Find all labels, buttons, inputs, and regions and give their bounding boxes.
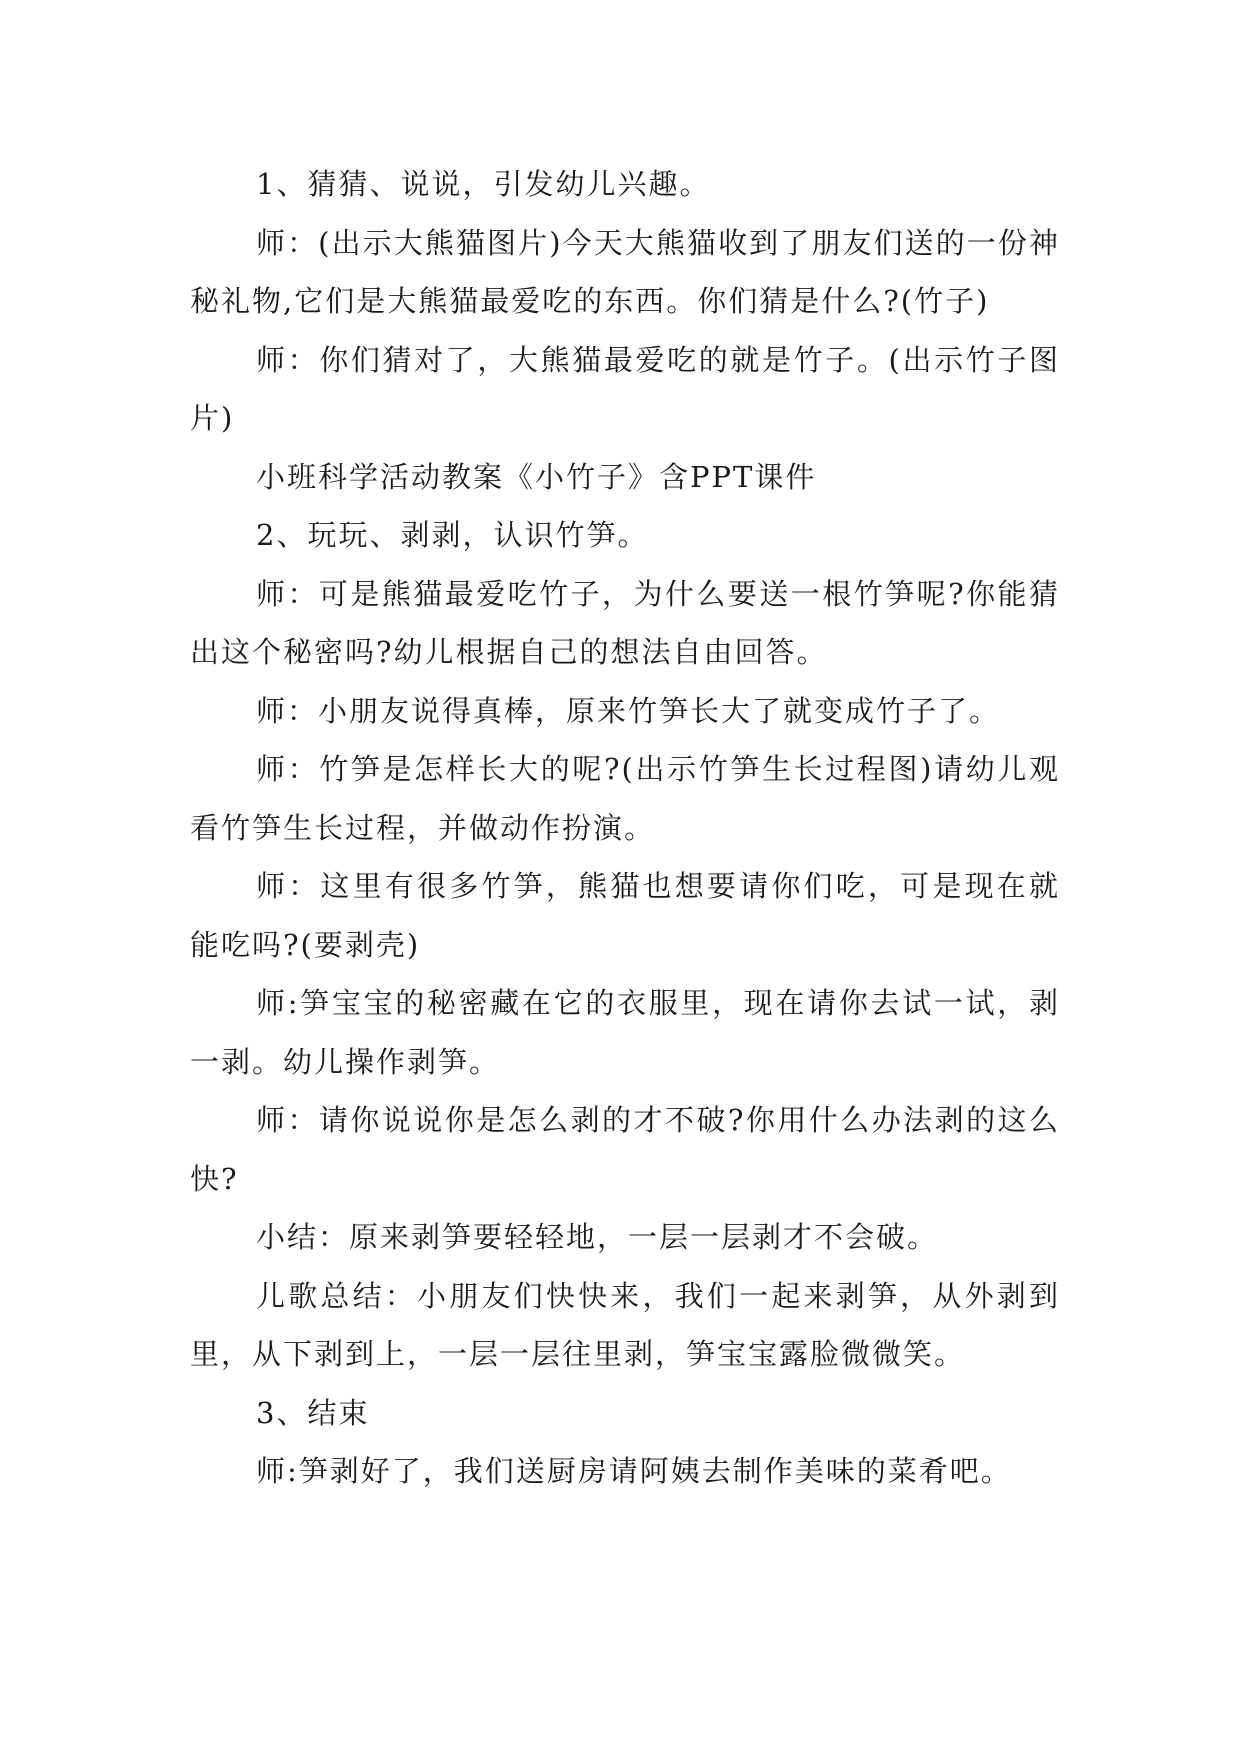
paragraph-teacher-question: 师：请你说说你是怎么剥的才不破?你用什么办法剥的这么快? (190, 1103, 1060, 1196)
paragraph-summary: 小结：原来剥笋要轻轻地，一层一层剥才不会破。 (256, 1220, 939, 1254)
document-body (190, 155, 1060, 1501)
paragraph-teacher-gift: 师：(出示大熊猫图片)今天大熊猫收到了朋友们送的一份神秘礼物,它们是大熊猫最爱吃的东西。你们猜是什么?(竹子) (190, 225, 1060, 318)
paragraph-teacher-growth: 师：竹笋是怎样长大的呢?(出示竹笋生长过程图)请幼儿观看竹笋生长过程，并做动作扮演。 (190, 752, 1060, 845)
paragraph-teacher-eat: 师：这里有很多竹笋，熊猫也想要请你们吃，可是现在就能吃吗?(要剥壳) (190, 869, 1060, 962)
paragraph-teacher-peel: 师:笋宝宝的秘密藏在它的衣服里，现在请你去试一试，剥一剥。幼儿操作剥笋。 (190, 986, 1060, 1079)
paragraph-teacher-ending: 师:笋剥好了，我们送厨房请阿姨去制作美味的菜肴吧。 (256, 1454, 1012, 1488)
paragraph-step3-heading: 3、结束 (256, 1395, 370, 1430)
paragraph-teacher-bamboo: 师：你们猜对了，大熊猫最爱吃的就是竹子。(出示竹子图片) (190, 342, 1060, 435)
paragraph-teacher-secret: 师：可是熊猫最爱吃竹子，为什么要送一根竹笋呢?你能猜出这个秘密吗?幼儿根据自己的想法自由回答。 (190, 576, 1060, 669)
paragraph-lesson-title: 小班科学活动教案《小竹子》含PPT课件 (256, 459, 817, 494)
paragraph-rhyme: 儿歌总结：小朋友们快快来，我们一起来剥笋，从外剥到里，从下剥到上，一层一层往里剥，笋宝宝露脸微微笑。 (190, 1278, 1060, 1371)
paragraph-step2-heading: 2、玩玩、剥剥，认识竹笋。 (256, 518, 649, 552)
paragraph-teacher-praise: 师：小朋友说得真棒，原来竹笋长大了就变成竹子了。 (256, 693, 1001, 728)
paragraph-step1-heading: 1、猜猜、说说，引发幼儿兴趣。 (256, 167, 711, 201)
